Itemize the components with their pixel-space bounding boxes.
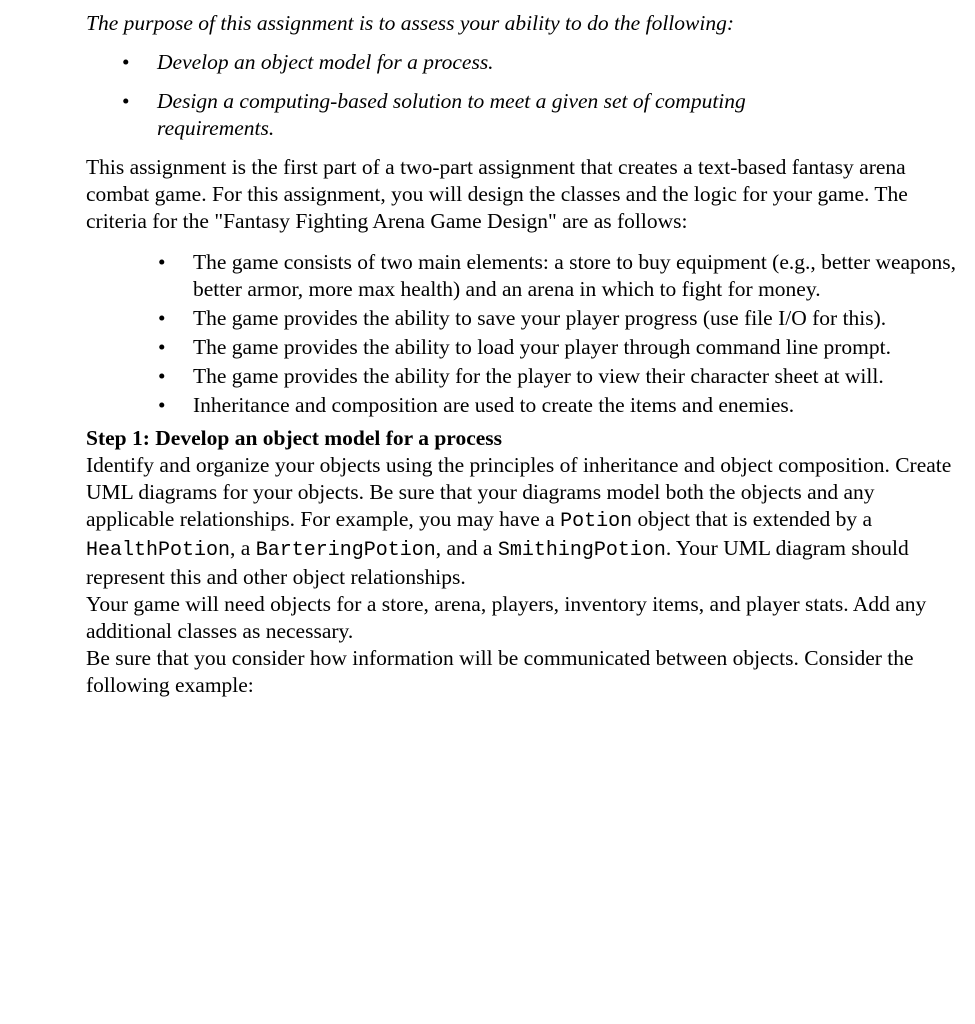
- criteria-text: The game provides the ability to load your player through command line prompt.: [193, 335, 891, 359]
- potion-class-name: Potion: [560, 510, 633, 533]
- step1-text-part5: . Your UML diagram should represent this and other object relationships.: [86, 536, 909, 589]
- step1-paragraph: [86, 452, 966, 591]
- objective-item: [86, 88, 837, 142]
- lead-paragraph: This assignment is the first part of a two-part assignment that creates a text-based fantasy arena combat game. For this assignment, you will design the classes and the logic for your game. The criteria for the "Fantasy Fighting Arena Game Design" are as follows:: [86, 155, 908, 233]
- step1-heading: Step 1: Develop an object model for a process: [86, 426, 503, 450]
- criteria-list: [86, 249, 966, 419]
- bullet-icon: •: [158, 335, 166, 359]
- criteria-item: [86, 305, 966, 332]
- criteria-text: Inheritance and composition are used to create the items and enemies.: [193, 393, 795, 417]
- objective-item: [86, 49, 837, 76]
- objective-text: Design a computing-based solution to meet a given set of computing requirements.: [157, 89, 746, 140]
- step1-text-part3: , a: [230, 536, 256, 560]
- criteria-text: The game provides the ability to save your player progress (use file I/O for this).: [193, 306, 887, 330]
- criteria-item: [86, 249, 966, 303]
- bullet-icon: •: [122, 89, 130, 113]
- criteria-text: The game consists of two main elements: a store to buy equipment (e.g., better weapons, better armor, more max health) and an arena in which to fight for money.: [193, 250, 957, 301]
- criteria-item: [86, 363, 966, 390]
- criteria-item: [86, 392, 966, 419]
- objects-paragraph: Your game will need objects for a store, arena, players, inventory items, and player stats. Add any additional classes as necessary.: [86, 592, 927, 643]
- bartering-potion-class-name: BarteringPotion: [255, 539, 436, 562]
- step1-text-part1: Identify and organize your objects using the principles of inheritance and object composition. Create UML diagrams for your objects. Be sure that your diagrams model both the objects and any applicable relationships. For example, you may have a: [86, 453, 952, 531]
- communication-paragraph: Be sure that you consider how information will be communicated between objects. Consider the following example:: [86, 646, 914, 697]
- step1-text-part4: , and a: [435, 536, 498, 560]
- health-potion-class-name: HealthPotion: [86, 539, 231, 562]
- objectives-list: [86, 49, 966, 142]
- purpose-statement: The purpose of this assignment is to assess your ability to do the following:: [86, 11, 734, 35]
- bullet-icon: •: [158, 393, 166, 417]
- step1-text-part2: object that is extended by a: [632, 507, 873, 531]
- objective-text: Develop an object model for a process.: [157, 50, 494, 74]
- document-page: [86, 0, 966, 699]
- bullet-icon: •: [158, 364, 166, 388]
- bullet-icon: •: [158, 250, 166, 274]
- bullet-icon: •: [122, 50, 130, 74]
- bullet-icon: •: [158, 306, 166, 330]
- smithing-potion-class-name: SmithingPotion: [497, 539, 666, 562]
- criteria-text: The game provides the ability for the player to view their character sheet at will.: [193, 364, 884, 388]
- criteria-item: [86, 334, 966, 361]
